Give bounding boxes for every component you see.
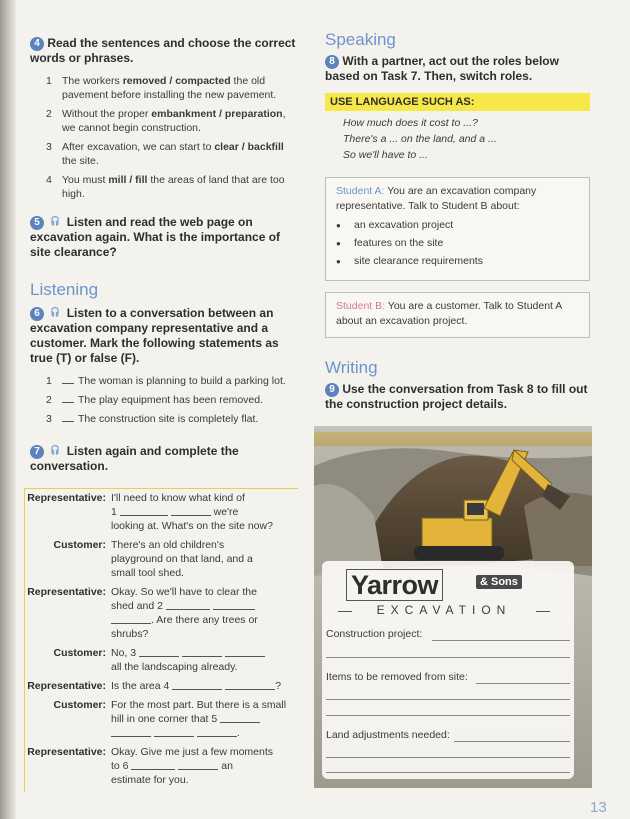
listening-title: Listening [30, 280, 99, 299]
sons-badge: & Sons [476, 575, 522, 589]
student-a-card [325, 177, 590, 281]
items-removed-label: Items to be removed from site: [326, 671, 468, 683]
task-9-instruction: Use the conversation from Task 8 to fill out the construction project details. [325, 382, 588, 411]
dialog-row: Representative: Okay. Give me just a few moments to 6 an estimate for you. [25, 745, 298, 787]
audio-icon[interactable] [50, 445, 60, 455]
phrase: So we'll have to ... [343, 149, 428, 161]
word-choice[interactable]: embankment / preparation [151, 108, 283, 120]
speaker-label: Representative: [27, 680, 106, 692]
speaker-label: Customer: [53, 539, 106, 551]
answer-blank[interactable] [139, 647, 179, 657]
student-a-label: Student A: [336, 185, 385, 197]
task-7-heading [30, 444, 300, 474]
conversation [24, 488, 298, 792]
speaker-label: Representative: [27, 586, 106, 598]
task-4-items [46, 74, 300, 201]
speaker-label: Representative: [27, 492, 106, 504]
land-adjustments-field[interactable] [454, 741, 570, 742]
task-9-heading [325, 382, 590, 412]
list-item: 3 The construction site is completely flat. [46, 413, 259, 425]
task-5-instruction: Listen and read the web page on excavation again. What is the importance of site clearance? [30, 215, 281, 259]
excavation-subtitle: EXCAVATION [344, 603, 544, 617]
land-adjustments-field[interactable] [326, 757, 570, 758]
dialog-row: Representative: Is the area 4 ? [25, 679, 298, 693]
task-7-instruction: Listen again and complete the conversation. [30, 444, 239, 473]
student-a-text: You are an excavation company representative. Talk to Student B about: [336, 185, 537, 212]
answer-blank[interactable] [172, 680, 222, 690]
answer-blank[interactable] [220, 713, 260, 723]
page-number: 13 [590, 799, 607, 816]
task-8-instruction: With a partner, act out the roles below based on Task 7. Then, switch roles. [325, 54, 559, 83]
word-choice[interactable]: mill / fill [108, 174, 148, 186]
speaking-title: Speaking [325, 30, 396, 49]
audio-icon[interactable] [50, 216, 60, 226]
dialog-row: Customer: For the most part. But there is a small hill in one corner that 5 . [25, 698, 298, 740]
answer-blank[interactable] [111, 614, 151, 624]
construction-project-label: Construction project: [326, 628, 423, 640]
answer-blank[interactable] [111, 727, 151, 737]
answer-blank[interactable] [213, 600, 255, 610]
speaker-label: Representative: [27, 746, 106, 758]
answer-blank[interactable] [166, 600, 210, 610]
task-6-items [46, 374, 300, 426]
book-spine-shadow [0, 0, 16, 819]
construction-project-field[interactable] [432, 640, 570, 641]
list-item: 1 The woman is planning to build a parking lot. [46, 375, 286, 387]
task-number-badge: 5 [30, 216, 44, 230]
task-number-badge: 8 [325, 55, 339, 69]
answer-blank[interactable] [171, 506, 211, 516]
task-number-badge: 9 [325, 383, 339, 397]
phrase: How much does it cost to ...? [343, 117, 478, 129]
task-number-badge: 6 [30, 307, 44, 321]
list-item: 2 Without the proper embankment / preparation, we cannot begin construction. [46, 108, 286, 134]
speaker-label: Customer: [53, 647, 106, 659]
right-column [325, 30, 590, 412]
writing-title: Writing [325, 358, 378, 377]
task-5-heading [30, 215, 300, 260]
answer-blank[interactable] [62, 413, 74, 422]
dialog-row: Representative: I'll need to know what kind of 1 we're looking at. What's on the site now? [25, 491, 298, 533]
student-b-text: You are a customer. Talk to Student A about an excavation project. [336, 300, 562, 327]
list-item: 3 After excavation, we can start to clear / backfill the site. [46, 141, 284, 167]
word-choice[interactable]: clear / backfill [214, 141, 284, 153]
answer-blank[interactable] [178, 760, 218, 770]
answer-blank[interactable] [62, 375, 74, 384]
answer-blank[interactable] [120, 506, 168, 516]
list-item: ● an excavation project [336, 218, 579, 233]
items-removed-field[interactable] [326, 715, 570, 716]
items-removed-field[interactable] [476, 683, 570, 684]
use-language-label: USE LANGUAGE SUCH AS: [325, 93, 590, 111]
speaker-label: Customer: [53, 699, 106, 711]
project-form-card [322, 561, 574, 779]
task-8-heading [325, 54, 590, 84]
phrase: There's a ... on the land, and a ... [343, 133, 497, 145]
word-choice[interactable]: removed / compacted [122, 75, 231, 87]
use-language-box [325, 93, 590, 165]
answer-blank[interactable] [62, 394, 74, 403]
list-item: 4 You must mill / fill the areas of land that are too high. [46, 174, 285, 200]
list-item: ● site clearance requirements [336, 254, 579, 269]
task-4-instruction: Read the sentences and choose the correct words or phrases. [30, 36, 296, 65]
task-6-heading [30, 306, 300, 366]
student-b-label: Student B: [336, 300, 386, 312]
dialog-row: Customer: There's an old children's playground on that land, and a small tool shed. [25, 538, 298, 580]
answer-blank[interactable] [225, 647, 265, 657]
land-adjustments-label: Land adjustments needed: [326, 729, 450, 741]
yarrow-logo: Yarrow [346, 569, 443, 601]
task-number-badge: 4 [30, 37, 44, 51]
dialog-row: Representative: Okay. So we'll have to clear the shed and 2 . Are there any trees or shrubs? [25, 585, 298, 641]
student-b-card [325, 292, 590, 338]
dialog-row: Customer: No, 3 all the landscaping already. [25, 646, 298, 674]
task-6-instruction: Listen to a conversation between an excavation company representative and a customer. Mark the following statements as true (T) or false (F). [30, 306, 279, 365]
audio-icon[interactable] [50, 307, 60, 317]
left-column [30, 36, 300, 474]
list-item: ● features on the site [336, 236, 579, 251]
answer-blank[interactable] [131, 760, 175, 770]
items-removed-field[interactable] [326, 699, 570, 700]
land-adjustments-field[interactable] [326, 772, 570, 773]
answer-blank[interactable] [182, 647, 222, 657]
answer-blank[interactable] [225, 680, 275, 690]
list-item: 2 The play equipment has been removed. [46, 394, 264, 406]
task-number-badge: 7 [30, 445, 44, 459]
task-4-heading [30, 36, 300, 66]
answer-blank[interactable] [154, 727, 194, 737]
list-item: 1 The workers removed / compacted the old pavement before installing the new pavement. [46, 75, 277, 101]
construction-project-field[interactable] [326, 657, 570, 658]
answer-blank[interactable] [197, 727, 237, 737]
